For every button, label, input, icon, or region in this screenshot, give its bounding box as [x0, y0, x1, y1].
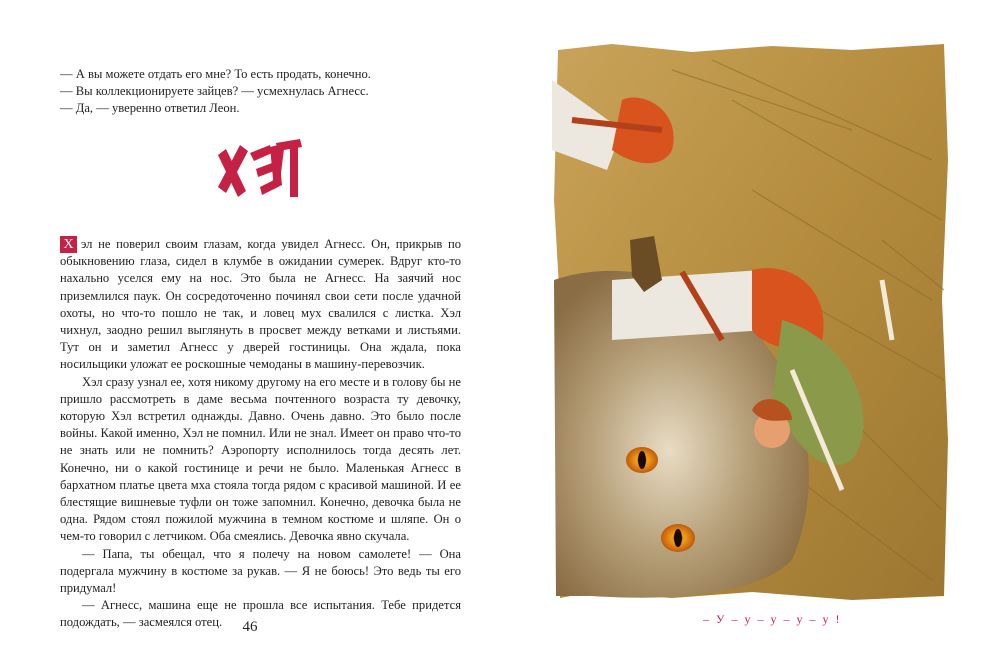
chapter-text: [60, 236, 461, 632]
page-number: 46: [242, 619, 258, 635]
illustration: [552, 40, 950, 602]
paragraph: — Папа, ты обещал, что я полечу на новом самолете! — Она подергала мужчину в костюме за рукав. — Я не боюсь! Это ведь ты его придумал!: [60, 546, 461, 596]
opening-dialog: [60, 66, 480, 117]
paragraph-text: эл не поверил своим глазам, когда увидел Агнесс. Он, прикрыв по обыкновению глаза, сидел в клумбе в ожидании сумерек. Вдруг кто-то нахально уселся ему на нос. Это была не Агнесс. На заячий нос приземлился паук. Он сосредоточенно починял свои сети после удачной охоты, но что-то пошло не так, и ловец мух свалился с листка. Хэл чихнул, заодно решил выглянуть в просвет между ветками и листьями. Тут он и заметил Агнесс у дверей гостиницы. Она ждала, пока носильщики уложат ее роскошные чемоданы в машину-перевозчик.: [60, 237, 461, 372]
dialog-line: — А вы можете отдать его мне? То есть продать, конечно.: [60, 67, 371, 81]
paragraph: — Агнесс, машина еще не прошла все испытания. Тебе придется подождать, — засмеялся отец.: [60, 598, 461, 630]
left-page: [0, 0, 500, 667]
drop-cap: Х: [60, 236, 77, 253]
dialog-line: — Вы коллекционируете зайцев? — усмехнулась Агнесс.: [60, 84, 369, 98]
right-page: [500, 0, 1001, 667]
illustration-caption: – У – у – у – у – у !: [703, 612, 842, 626]
paragraph: Хэл сразу узнал ее, хотя никому другому на его месте и в голову бы не пришло рассмотреть в даме весьма почтенного возраста ту девочку, которую Хэл встретил однажды. Давно. Очень давно. Это было после войны. Какой именно, Хэл не помнил. Или не знал. Имеет он право что-то не знать или не помнить? Аэропорту исполнилось тогда десять лет. Конечно, ни о какой гостинице и речи не было. Маленькая Агнесс в бархатном платье цвета мха стояла тогда рядом с красивой машиной. И ее блестящие вишневые туфли он тоже запомнил. Конечно, девочка была не одна. Рядом стоял пожилой мужчина в темном костюме и шляпе. Он о чем-то говорил с летчиком. Оба смеялись. Девочка явно скучала.: [60, 374, 461, 544]
chapter-title-logo: [214, 135, 304, 205]
dialog-line: — Да, — уверенно ответил Леон.: [60, 101, 240, 115]
paragraph: [60, 236, 461, 374]
